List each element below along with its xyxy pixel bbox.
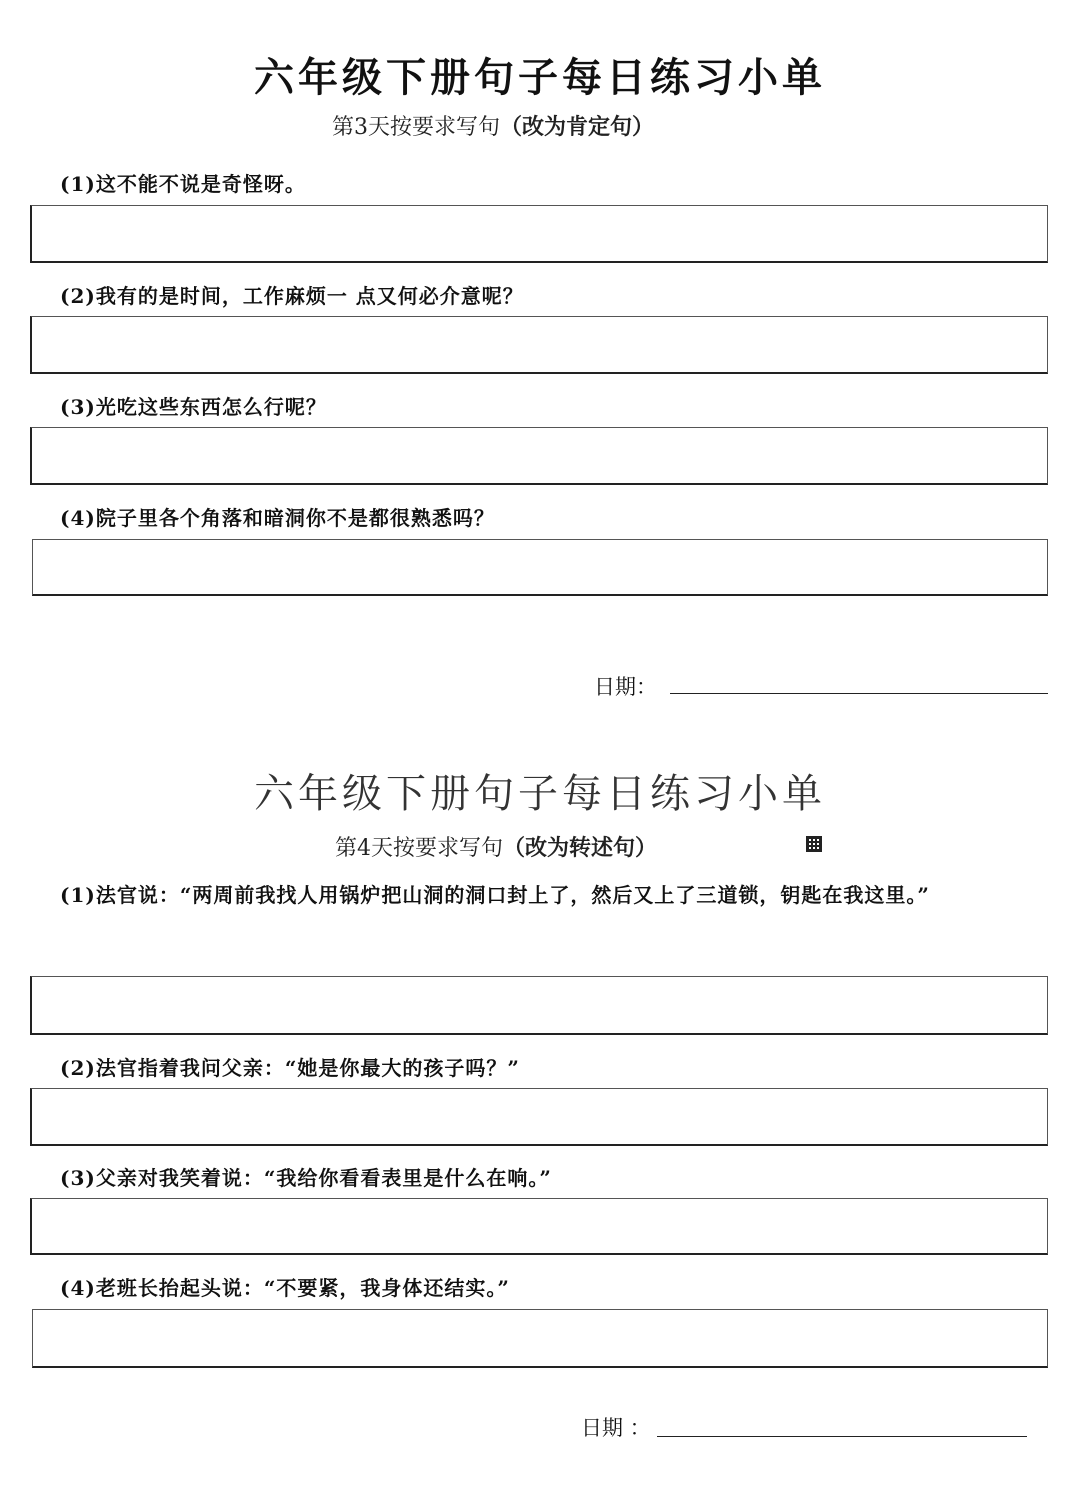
sheet1-question-2: (2)我有的是时间，工作麻烦一 点又何必介意呢？ <box>60 284 524 308</box>
sheet1-answer-box-2[interactable] <box>30 316 1048 374</box>
sheet2-answer-box-3[interactable] <box>30 1198 1048 1255</box>
sheet2-answer-box-4[interactable] <box>32 1309 1048 1368</box>
qr-code-icon <box>806 836 822 852</box>
sheet2-question-1: (1)法官说：“两周前我找人用锅炉把山洞的洞口封上了，然后又上了三道锁，钥匙在我这里。” <box>60 883 930 907</box>
sheet2-question-2: (2)法官指着我问父亲：“她是你最大的孩子吗？” <box>60 1056 520 1080</box>
sheet1-subtitle-day: 第3天按要求写句 <box>332 115 500 140</box>
sheet2-subtitle-task: （改为转述句） <box>503 835 658 861</box>
sheet2-date-field[interactable] <box>657 1436 1027 1437</box>
sheet1-subtitle-task: （改为肯定句） <box>500 114 655 140</box>
sheet1-date-field[interactable] <box>670 693 1048 694</box>
sheet2-date-label: 日期 ： <box>581 1416 651 1440</box>
sheet1-question-4: (4)院子里各个角落和暗洞你不是都很熟悉吗？ <box>60 506 495 530</box>
sheet1-date-label: 日期： <box>594 675 657 699</box>
sheet2-subtitle-day: 第4天按要求写句 <box>335 836 503 861</box>
sheet1-answer-box-3[interactable] <box>30 427 1048 485</box>
sheet1-answer-box-4[interactable] <box>32 539 1048 596</box>
sheet1-title: 六年级下册句子每日练习小单 <box>254 54 826 101</box>
sheet2-question-3: (3)父亲对我笑着说：“我给你看看表里是什么在响。” <box>60 1166 552 1190</box>
sheet2-answer-box-1[interactable] <box>30 976 1048 1035</box>
sheet1-question-3: (3)光吃这些东西怎么行呢？ <box>60 395 327 419</box>
sheet2-answer-box-2[interactable] <box>30 1088 1048 1146</box>
sheet1-answer-box-1[interactable] <box>30 205 1048 263</box>
sheet2-title: 六年级下册句子每日练习小单 <box>254 771 826 817</box>
sheet2-question-4: (4)老班长抬起头说：“不要紧，我身体还结实。” <box>60 1276 510 1300</box>
sheet1-question-1: (1)这不能不说是奇怪呀。 <box>60 172 306 196</box>
sheet2-subtitle <box>335 831 657 862</box>
sheet1-subtitle <box>332 110 654 141</box>
